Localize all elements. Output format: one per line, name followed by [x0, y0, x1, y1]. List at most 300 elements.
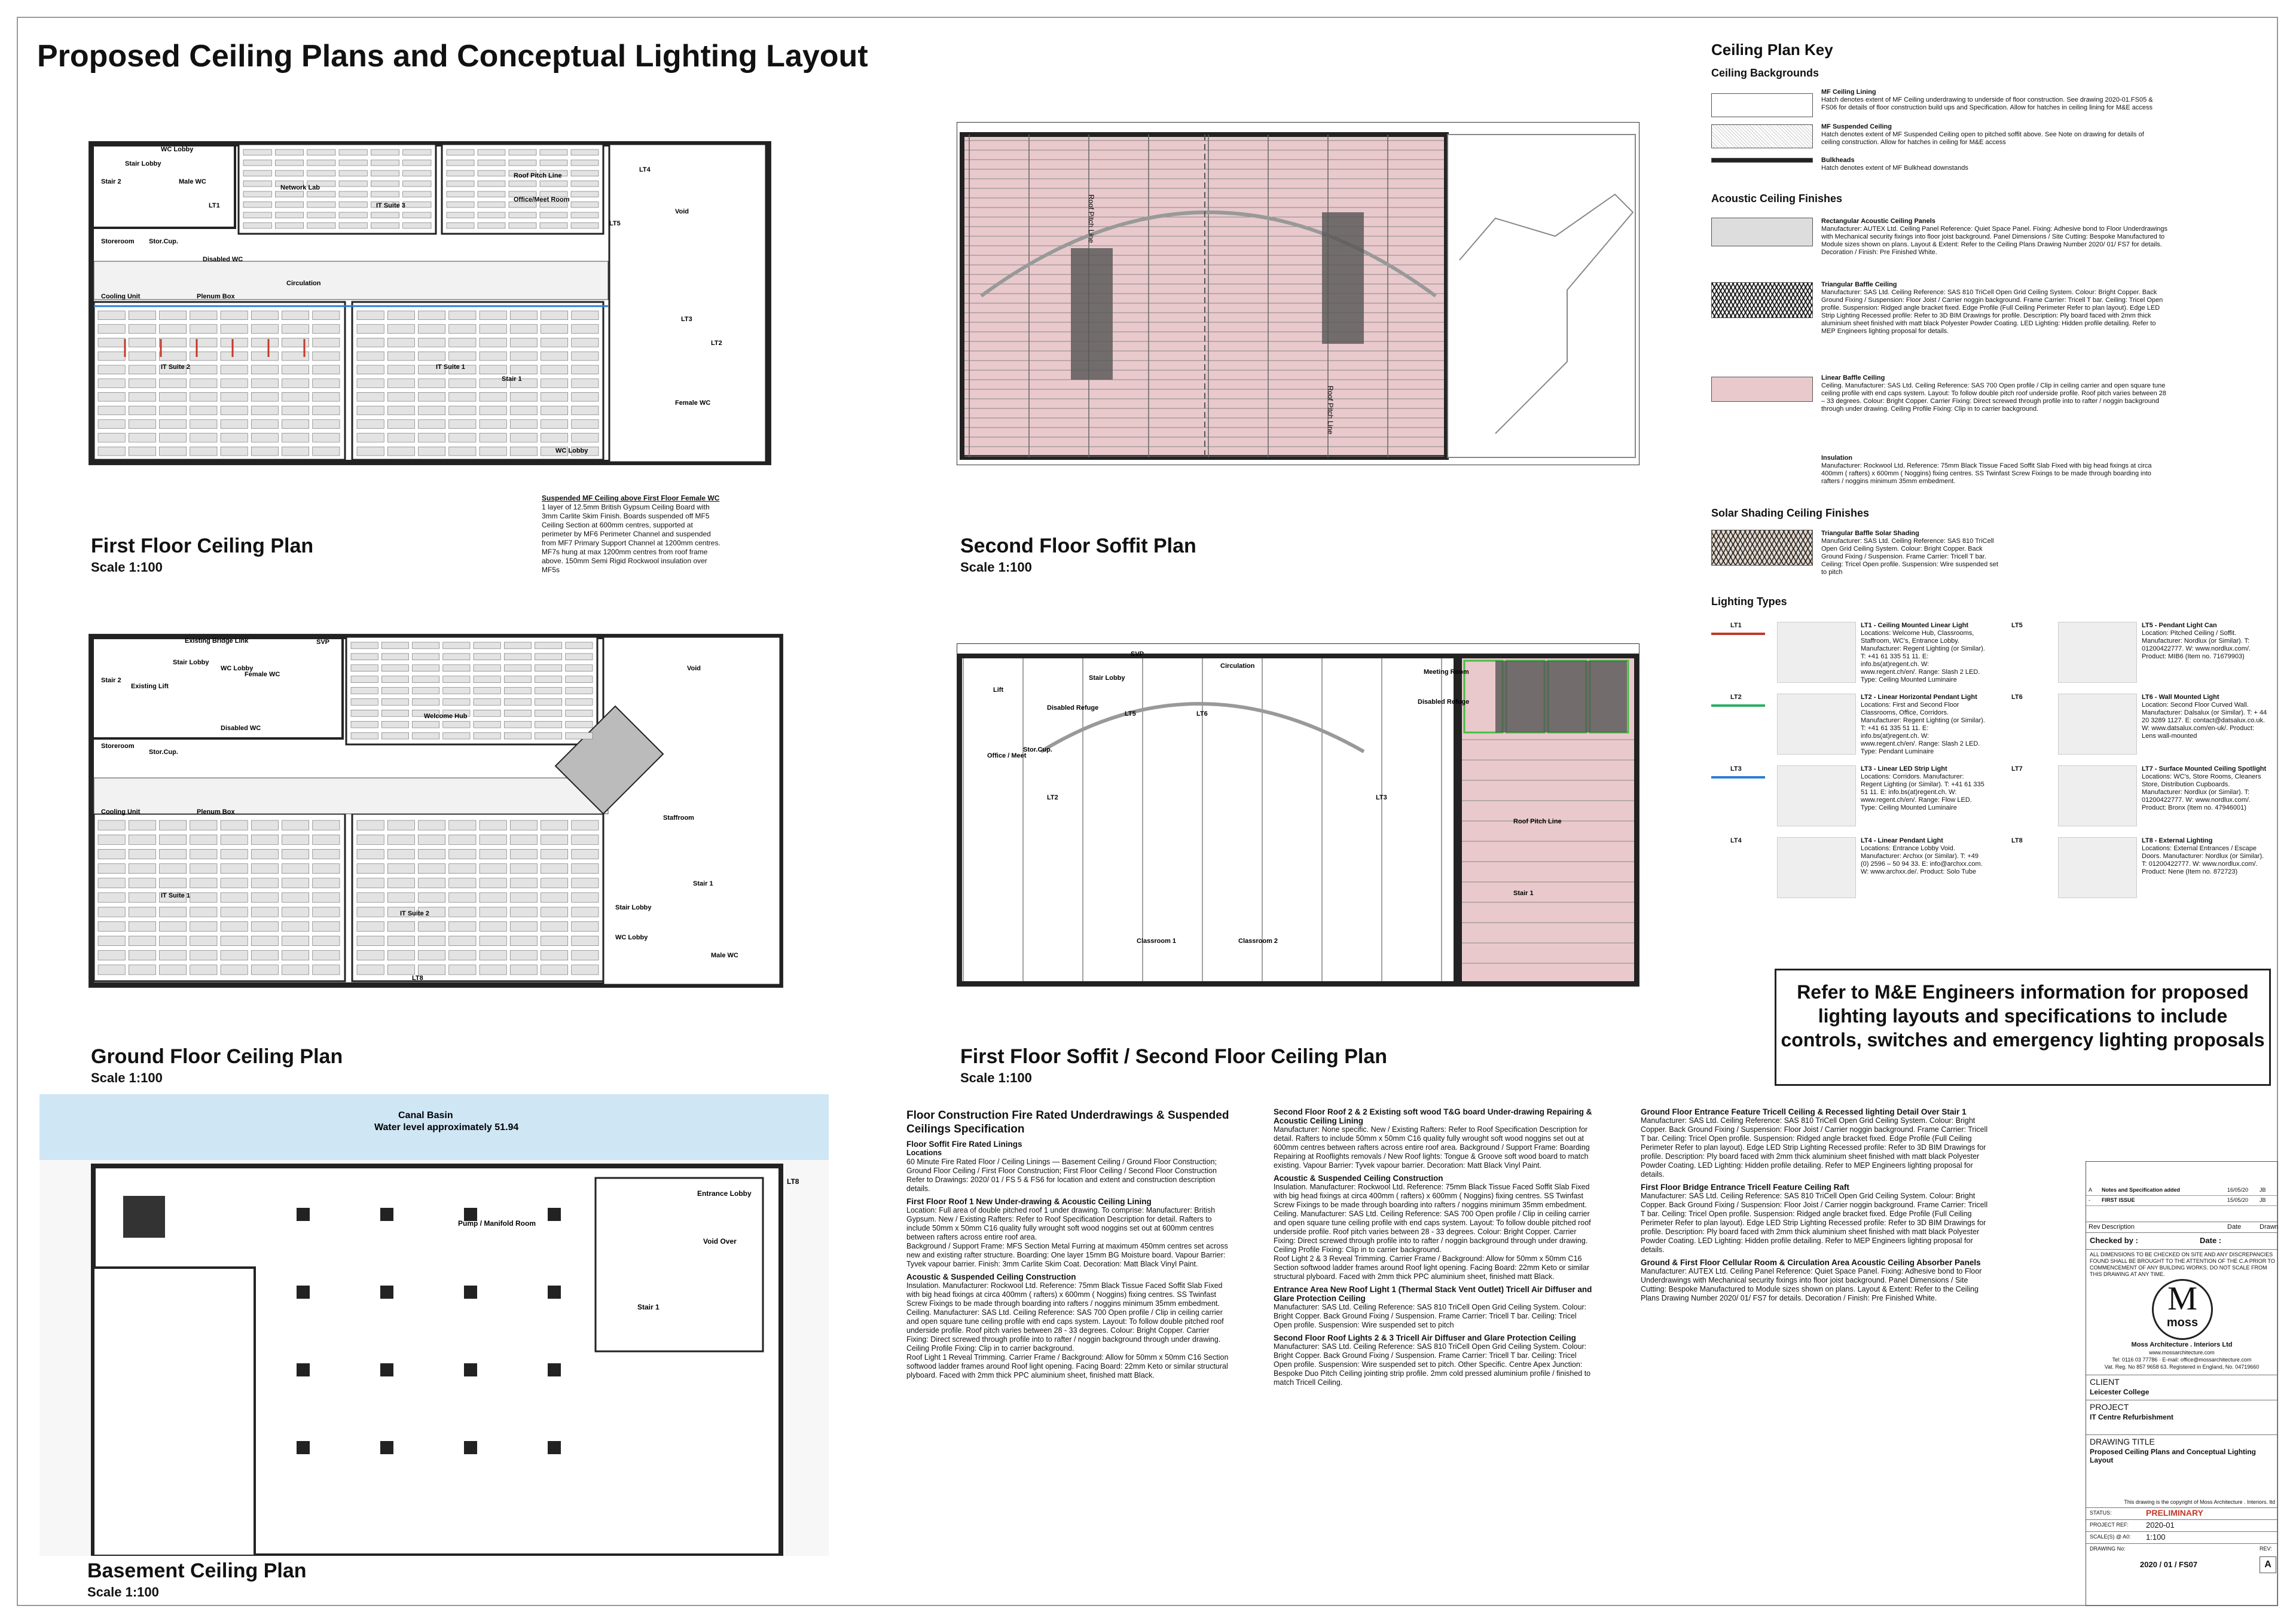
- lighting-text: Locations: First and Second Floor Classrooms, Office, Corridors. Manufacturer: Regent Lighting (or Similar). T: +41 61 335 51 11. E: info.bs(at)regent.ch. W: www.regent.ch/en/. Range: Slash 2 LED. Type: Pendant Luminaire: [1861, 701, 1985, 755]
- lighting-name: LT6 - Wall Mounted Light: [2142, 694, 2219, 701]
- revision-row: [2086, 1196, 2277, 1206]
- acoustic-panel: [572, 434, 599, 442]
- acoustic-panel: [282, 921, 309, 931]
- acoustic-panel: [190, 406, 217, 415]
- acoustic-panel: [160, 392, 187, 401]
- acoustic-panel: [357, 936, 384, 945]
- acoustic-panel: [566, 654, 593, 660]
- acoustic-panel: [566, 642, 593, 649]
- acoustic-panel: [313, 936, 340, 945]
- acoustic-panel: [282, 835, 309, 844]
- acoustic-panel: [129, 893, 155, 902]
- acoustic-panel: [510, 311, 537, 320]
- acoustic-panel: [478, 212, 505, 218]
- acoustic-panel: [449, 965, 476, 975]
- acoustic-panel: [541, 406, 568, 415]
- revision-header: Rev: [2089, 1223, 2100, 1231]
- acoustic-panel: [98, 325, 125, 334]
- acoustic-panel: [339, 191, 367, 197]
- acoustic-panel: [572, 864, 599, 874]
- acoustic-panel: [313, 907, 340, 917]
- room-label: Male WC: [179, 178, 206, 185]
- acoustic-panel: [387, 379, 414, 388]
- acoustic-panel: [413, 654, 439, 660]
- acoustic-panel: [413, 642, 439, 649]
- acoustic-panel: [381, 698, 408, 705]
- acoustic-panel: [387, 893, 414, 902]
- acoustic-panel: [571, 149, 599, 155]
- acoustic-panel: [160, 420, 187, 429]
- key-entry-text: Ceiling. Manufacturer: SAS Ltd. Ceiling Reference: SAS 700 Open profile / Clip in ceiling carrier and open square tune ceiling profile with end caps system. Layout: To follow double pitch roof underside profile. Roof pitch varies between 28 – 33 degrees. Colour: Bright Copper. Carrier Fixing: Direct screwed through profile into to rafter / noggin background through under drawing. Ceiling Profile Fixing: Clip in to carrier background.: [1821, 382, 2167, 413]
- acoustic-panel: [572, 835, 599, 844]
- acoustic-panel: [419, 849, 445, 859]
- project-label: PROJECT: [2090, 1402, 2129, 1412]
- room-label: Office/Meet Room: [514, 196, 570, 203]
- acoustic-panel: [447, 160, 474, 166]
- acoustic-panel: [381, 665, 408, 671]
- acoustic-panel: [474, 710, 500, 716]
- spec-text: Refer to Drawings: 2020/ 01 / FS 5 & FS6 for location and extent and construction description details.: [906, 1176, 1216, 1193]
- copyright: This drawing is the copyright of Moss Architecture . Interiors. ltd: [2124, 1499, 2275, 1505]
- room-label: Roof Pitch Line: [1513, 818, 1562, 825]
- acoustic-panel: [275, 202, 303, 208]
- lighting-entry: [2142, 694, 2267, 740]
- room-label: Stair 2: [101, 677, 121, 684]
- moss-logo: [2152, 1279, 2213, 1340]
- spec-text: Roof Light 1 Reveal Trimming. Carrier Frame / Background: Allow for 50mm x 50mm C16 Section softwood ladder frames around Roof light opening. Facing Board: 22mm Keto or similar structural plyboard. Faced with 2mm thick PPC aluminium sheet, finished matt Black.: [906, 1353, 1229, 1379]
- acoustic-panel: [447, 212, 474, 218]
- spec-text: Manufacturer: SAS Ltd. Ceiling Reference: SAS 810 TriCell Open Grid Ceiling System. Colour: Bright Copper. Back Ground Fixing / Suspension: Floor Joist / Carrier noggin background. Frame Carrier: Tricell T bar. Ceiling: Tricel Open profile. Suspension: Ridged angle bracket fixed. Edge Profile (Full Ceiling Perimeter Refer to plan layout). Edge LED Strip Lighting Recessed profile: Refer to 3D BIM Drawings for profile. Description: Ply board faced with 2mm thick aluminium sheet finished with matt black Polyester Powder Coating. LED Lighting: Hidden profile detailing. Refer to MEP Engineers lighting proposal for details.: [1641, 1192, 1988, 1254]
- acoustic-panel: [251, 878, 278, 888]
- acoustic-panel: [540, 212, 567, 218]
- acoustic-panel: [129, 325, 155, 334]
- acoustic-panel: [566, 732, 593, 739]
- acoustic-panel: [190, 936, 217, 945]
- acoustic-panel: [98, 893, 125, 902]
- lighting-photo: [1777, 622, 1856, 683]
- acoustic-panel: [351, 710, 378, 716]
- acoustic-panel: [160, 434, 187, 442]
- acoustic-panel: [339, 212, 367, 218]
- company-name: Moss Architecture . Interiors Ltd: [2131, 1341, 2233, 1348]
- company-web: www.mossarchitecture.com: [2149, 1350, 2215, 1356]
- key-entry-text: Hatch denotes extent of MF Ceiling underdrawing to underside of floor construction. See drawing 2020-01.FS05 & FS06 for details of floor construction build ups and Specification. Allow for hatches in ceiling lining for M&E access: [1821, 96, 2153, 111]
- pier: [548, 1208, 561, 1221]
- acoustic-panel: [190, 820, 217, 830]
- key-background-entry: [1821, 157, 2156, 172]
- acoustic-panel: [566, 698, 593, 705]
- acoustic-panel: [535, 721, 562, 728]
- acoustic-panel: [387, 878, 414, 888]
- acoustic-panel: [243, 223, 271, 229]
- revision-by: JB: [2260, 1197, 2266, 1203]
- key-entry-text: Hatch denotes extent of MF Bulkhead downstands: [1821, 164, 1968, 172]
- acoustic-panel: [510, 406, 537, 415]
- lighting-text: Locations: Corridors. Manufacturer: Regent Lighting (or Similar). T: +41 61 335 51 11. E: info.bs(at)regent.ch. W: www.regent.ch/en/. Range: Flow LED. Type: Ceiling Mounted Luminaire: [1861, 773, 1984, 811]
- triangular-baffle-swatch: [1711, 282, 1813, 318]
- acoustic-panel: [541, 893, 568, 902]
- acoustic-panel: [541, 921, 568, 931]
- acoustic-panel: [572, 921, 599, 931]
- acoustic-panel: [357, 406, 384, 415]
- acoustic-panel: [98, 434, 125, 442]
- acoustic-panel: [221, 311, 248, 320]
- room-label: Circulation: [1220, 663, 1255, 670]
- revision-date: 15/05/20: [2227, 1197, 2249, 1203]
- acoustic-panel: [443, 676, 470, 683]
- spec-text: Ceiling. Manufacturer: SAS Ltd. Ceiling Reference: SAS 700 Open profile / Clip in ceiling carrier and open square tune ceiling profile with end caps system. Layout: To follow double pitched roof underside profile. Roof pitch varies between 28 - 33 degrees. Colour: Bright Copper. Carrier Fixing: Direct screwed through profile into to rafter / noggin background through under drawing. Ceiling Profile Fixing: Clip in to carrier background.: [1274, 1210, 1591, 1254]
- acoustic-panel: [541, 965, 568, 975]
- acoustic-panel: [129, 352, 155, 361]
- acoustic-panel: [129, 379, 155, 388]
- acoustic-panel: [419, 936, 445, 945]
- drawing-no-label: DRAWING No:: [2090, 1546, 2126, 1552]
- acoustic-panel: [510, 835, 537, 844]
- acoustic-panel: [221, 420, 248, 429]
- room-label: Office / Meet: [987, 752, 1027, 759]
- pier: [464, 1363, 477, 1376]
- acoustic-panel: [129, 434, 155, 442]
- acoustic-panel: [129, 835, 155, 844]
- room-label: LT3: [681, 316, 692, 323]
- me-engineers-note: Refer to M&E Engineers information for proposed lighting layouts and specifications to include controls, switches and emergency lighting proposals: [1775, 969, 2271, 1086]
- pier: [380, 1363, 393, 1376]
- acoustic-panel: [541, 835, 568, 844]
- acoustic-panel: [572, 352, 599, 361]
- first-floor-plan-drawing: [89, 142, 771, 465]
- rectangular-panel-swatch: [1711, 218, 1813, 246]
- acoustic-panel: [243, 160, 271, 166]
- acoustic-panel: [357, 365, 384, 374]
- acoustic-panel: [251, 352, 278, 361]
- acoustic-panel: [387, 447, 414, 456]
- room-label: Female WC: [675, 399, 711, 407]
- acoustic-panel: [413, 721, 439, 728]
- room-label: Stair 1: [502, 376, 522, 383]
- lighting-name: LT4 - Linear Pendant Light: [1861, 837, 1943, 844]
- acoustic-panel: [540, 149, 567, 155]
- lighting-name: LT8 - External Lighting: [2142, 837, 2213, 844]
- acoustic-panel: [190, 365, 217, 374]
- spec-subheading: Entrance Area New Roof Light 1 (Thermal Stack Vent Outlet) Tricell Air Diffuser and Glare Protection Ceiling: [1274, 1285, 1592, 1303]
- acoustic-panel: [190, 893, 217, 902]
- acoustic-panel: [572, 392, 599, 401]
- acoustic-panel: [381, 688, 408, 694]
- acoustic-panel: [313, 325, 340, 334]
- acoustic-panel: [313, 893, 340, 902]
- acoustic-panel: [282, 820, 309, 830]
- lighting-text: Locations: Welcome Hub, Classrooms, Staffroom, WC's, Entrance Lobby. Manufacturer: Regent Lighting (or Similar). T: +41 61 335 51 11. E: info.bs(at)regent.ch. W: www.regent.ch/en/. Range: Slash 2 LED. Type: Ceiling Mounted Luminaire: [1861, 630, 1985, 683]
- lighting-photo: [2058, 837, 2137, 898]
- spec-subheading: Second Floor Roof Lights 2 & 3 Tricell Air Diffuser and Glare Protection Ceiling: [1274, 1333, 1576, 1342]
- pier: [548, 1363, 561, 1376]
- acoustic-panel: [509, 223, 536, 229]
- ground-floor-plan-scale: Scale 1:100: [91, 1070, 163, 1085]
- acoustic-panel: [480, 864, 506, 874]
- acoustic-panel: [510, 352, 537, 361]
- acoustic-panel: [504, 732, 531, 739]
- acoustic-panel: [381, 710, 408, 716]
- acoustic-panel: [339, 202, 367, 208]
- acoustic-panel: [413, 665, 439, 671]
- acoustic-panel: [339, 149, 367, 155]
- acoustic-panel: [282, 365, 309, 374]
- acoustic-panel: [510, 820, 537, 830]
- revision-by: JB: [2260, 1187, 2266, 1193]
- acoustic-panel: [243, 191, 271, 197]
- acoustic-panel: [419, 820, 445, 830]
- room-label: Existing Lift: [131, 683, 169, 690]
- acoustic-panel: [221, 392, 248, 401]
- revision-rev: -: [2089, 1197, 2090, 1203]
- acoustic-panel: [221, 325, 248, 334]
- key-title: Ceiling Plan Key: [1711, 41, 1833, 59]
- page-title: Proposed Ceiling Plans and Conceptual Lighting Layout: [37, 39, 868, 74]
- revision-header: Drawn: [2260, 1223, 2279, 1231]
- room-label: Cooling Unit: [101, 808, 141, 816]
- acoustic-panel: [419, 325, 445, 334]
- acoustic-panel: [275, 223, 303, 229]
- acoustic-panel: [535, 654, 562, 660]
- room-label: IT Suite 3: [376, 202, 405, 209]
- acoustic-panel: [387, 392, 414, 401]
- room-label: Meeting Room: [1424, 668, 1469, 676]
- acoustic-panel: [403, 160, 431, 166]
- logo-letter: M: [2167, 1280, 2197, 1317]
- room-label: Void: [675, 208, 689, 215]
- acoustic-panel: [480, 820, 506, 830]
- key-acoustic-entry: [1821, 218, 2168, 257]
- room-label: Stair 1: [693, 880, 713, 887]
- acoustic-panel: [387, 406, 414, 415]
- acoustic-panel: [251, 921, 278, 931]
- ground-floor-ceiling-plan: [88, 634, 783, 988]
- acoustic-panel: [474, 676, 500, 683]
- acoustic-panel: [443, 698, 470, 705]
- acoustic-panel: [357, 864, 384, 874]
- key-entry-name: MF Ceiling Lining: [1821, 88, 1876, 96]
- key-entry-text: Manufacturer: Rockwool Ltd. Reference: 75mm Black Tissue Faced Soffit Slab Fixed with big head fixings at circa 400mm ( rafters) x 600mm ( Noggins) fixing centres. SS Twinfast Screw Fixings to be made through boarding into rafters / noggins minimum 35mm embedment.: [1821, 462, 2152, 485]
- acoustic-panel: [251, 951, 278, 960]
- lighting-text: Location: Pitched Ceiling / Soffit. Manufacturer: Nordlux (or Similar). T: 01200422777. W: www.nordlux.com/. Product: MIB6 (Item no. 71679903): [2142, 630, 2251, 660]
- basement-plan-scale: Scale 1:100: [87, 1585, 159, 1599]
- acoustic-panel: [98, 365, 125, 374]
- acoustic-panel: [371, 160, 399, 166]
- acoustic-panel: [221, 352, 248, 361]
- acoustic-panel: [98, 936, 125, 945]
- acoustic-panel: [480, 835, 506, 844]
- acoustic-panel: [98, 864, 125, 874]
- lighting-text: Locations: WC's, Store Rooms, Cleaners Store, Distribution Cupboards. Manufacturer: Nordlux (or Similar). T: 01200422777. W: www.nordlux.com/. Product: Bronx (Item no. 47946001): [2142, 773, 2261, 811]
- room-label: Roof Pitch Line: [514, 172, 562, 179]
- acoustic-panel: [282, 406, 309, 415]
- acoustic-panel: [357, 352, 384, 361]
- pier: [297, 1286, 310, 1299]
- acoustic-panel: [478, 181, 505, 187]
- acoustic-panel: [504, 676, 531, 683]
- acoustic-panel: [251, 447, 278, 456]
- acoustic-panel: [510, 936, 537, 945]
- acoustic-panel: [243, 212, 271, 218]
- roof-pitch-label: Roof Pitch Line: [1326, 386, 1335, 435]
- acoustic-panel: [480, 893, 506, 902]
- room-label: WC Lobby: [615, 934, 648, 941]
- pier: [297, 1208, 310, 1221]
- spec-text: Insulation. Manufacturer: Rockwool Ltd. Reference: 75mm Black Tissue Faced Soffit Slab Fixed with big head fixings at circa 400mm ( rafters) x 600mm ( Noggins) fixing centres. SS Twinfast Screw Fixings to be made through boarding into rafters / noggins minimum 35mm embedment.: [1274, 1183, 1590, 1209]
- first-floor-plan-title: First Floor Ceiling Plan: [91, 535, 314, 557]
- acoustic-panel: [566, 676, 593, 683]
- status-label: STATUS:: [2090, 1510, 2112, 1516]
- acoustic-panel: [541, 338, 568, 347]
- pier: [297, 1363, 310, 1376]
- acoustic-panel: [419, 893, 445, 902]
- revision-header: Date: [2227, 1223, 2242, 1231]
- acoustic-panel: [221, 365, 248, 374]
- acoustic-panel: [419, 434, 445, 442]
- acoustic-panel: [480, 325, 506, 334]
- acoustic-panel: [449, 311, 476, 320]
- second-floor-soffit-plan: [957, 122, 1639, 465]
- ground-floor-plan-title: Ground Floor Ceiling Plan: [91, 1045, 343, 1068]
- acoustic-panel: [221, 849, 248, 859]
- acoustic-panel: [160, 379, 187, 388]
- acoustic-panel: [510, 325, 537, 334]
- acoustic-panel: [351, 665, 378, 671]
- acoustic-panel: [449, 420, 476, 429]
- room-label: IT Suite 2: [400, 910, 429, 917]
- room-label: IT Suite 1: [161, 892, 190, 899]
- acoustic-panel: [443, 665, 470, 671]
- acoustic-panel: [351, 642, 378, 649]
- basement-plan-title: Basement Ceiling Plan: [87, 1559, 307, 1582]
- company-contact: Tel: 0116 03 77786 · E-mail: office@mossarchitecture.com: [2112, 1357, 2252, 1363]
- lighting-entry: [2142, 765, 2267, 812]
- acoustic-panel: [480, 849, 506, 859]
- acoustic-panel: [509, 181, 536, 187]
- room-label: Storeroom: [101, 743, 135, 750]
- key-background-entry: [1821, 88, 2156, 112]
- acoustic-panel: [572, 420, 599, 429]
- spec-subheading: First Floor Bridge Entrance Tricell Feature Ceiling Raft: [1641, 1183, 1849, 1192]
- lighting-name: LT7 - Surface Mounted Ceiling Spotlight: [2142, 765, 2267, 773]
- second-floor-ceiling-scale: Scale 1:100: [960, 1070, 1032, 1085]
- acoustic-panel: [160, 835, 187, 844]
- lighting-text: Location: Second Floor Curved Wall. Manufacturer: Dalsalux (or Similar). T: + 44 20 3289 1127. E: contact@datsalux.co.uk. W: www.datsalux.com/en-uk/. Product: Lens wall-mounted: [2142, 701, 2267, 740]
- lighting-tag: LT7: [2011, 765, 2023, 773]
- acoustic-panel: [510, 849, 537, 859]
- acoustic-panel: [535, 698, 562, 705]
- acoustic-panel: [480, 878, 506, 888]
- acoustic-panel: [541, 420, 568, 429]
- lighting-tag: LT5: [2011, 622, 2023, 629]
- acoustic-panel: [351, 654, 378, 660]
- key-entry-name: Triangular Baffle Ceiling: [1821, 281, 1897, 288]
- key-acoustic-entry: [1821, 454, 2168, 486]
- spec-subheading: First Floor Roof 1 New Under-drawing & Acoustic Ceiling Lining: [906, 1197, 1152, 1206]
- second-floor-soffit-drawing: [957, 123, 1639, 465]
- room-label: LT2: [711, 340, 722, 347]
- acoustic-panel: [541, 864, 568, 874]
- acoustic-panel: [221, 820, 248, 830]
- drawing-no-value: 2020 / 01 / FS07: [2140, 1560, 2198, 1569]
- acoustic-panel: [480, 965, 506, 975]
- roof-pitch-label: Roof Pitch Line: [1087, 194, 1095, 243]
- acoustic-panel: [541, 951, 568, 960]
- acoustic-panel: [243, 170, 271, 176]
- ceiling-plan-key: [1711, 36, 2273, 957]
- acoustic-panel: [381, 676, 408, 683]
- status-value: PRELIMINARY: [2146, 1508, 2203, 1518]
- spec-subheading: Ground & First Floor Cellular Room & Circulation Area Acoustic Ceiling Absorber Panels: [1641, 1258, 1981, 1267]
- acoustic-panel: [313, 420, 340, 429]
- acoustic-panel: [541, 392, 568, 401]
- acoustic-panel: [98, 921, 125, 931]
- acoustic-panel: [282, 965, 309, 975]
- acoustic-panel: [387, 849, 414, 859]
- acoustic-panel: [419, 420, 445, 429]
- acoustic-panel: [443, 721, 470, 728]
- acoustic-panel: [371, 212, 399, 218]
- spec-heading: Floor Construction Fire Rated Underdrawings & Suspended Ceilings Specification: [906, 1109, 1229, 1135]
- acoustic-panel: [449, 392, 476, 401]
- acoustic-panel: [190, 849, 217, 859]
- acoustic-panel: [571, 181, 599, 187]
- acoustic-panel: [357, 311, 384, 320]
- acoustic-panel: [419, 864, 445, 874]
- acoustic-panel: [313, 406, 340, 415]
- client-value: Leicester College: [2090, 1388, 2150, 1396]
- acoustic-panel: [251, 379, 278, 388]
- room-label: Lift: [993, 686, 1004, 694]
- room-label: Disabled Refuge: [1418, 698, 1470, 706]
- acoustic-panel: [129, 820, 155, 830]
- acoustic-panel: [98, 420, 125, 429]
- acoustic-panel: [387, 835, 414, 844]
- acoustic-panel: [357, 338, 384, 347]
- lighting-tag: LT2: [1730, 694, 1742, 701]
- room-label: Stair Lobby: [615, 904, 652, 911]
- acoustic-panel: [504, 688, 531, 694]
- acoustic-panel: [98, 311, 125, 320]
- acoustic-panel: [98, 406, 125, 415]
- acoustic-panel: [98, 392, 125, 401]
- acoustic-panel: [403, 202, 431, 208]
- acoustic-panel: [160, 864, 187, 874]
- acoustic-panel: [357, 820, 384, 830]
- lighting-photo: [2058, 622, 2137, 683]
- acoustic-panel: [275, 212, 303, 218]
- acoustic-panel: [419, 338, 445, 347]
- acoustic-panel: [474, 688, 500, 694]
- acoustic-panel: [282, 325, 309, 334]
- note-heading: Suspended MF Ceiling above First Floor Female WC: [542, 494, 720, 502]
- acoustic-panel: [129, 420, 155, 429]
- acoustic-panel: [221, 434, 248, 442]
- room-label: IT Suite 1: [436, 364, 465, 371]
- acoustic-panel: [282, 420, 309, 429]
- key-lighting-title: Lighting Types: [1711, 596, 1787, 608]
- acoustic-panel: [572, 406, 599, 415]
- note-text: 1 layer of 12.5mm British Gypsum Ceiling Board with 3mm Carlite Skim Finish. Boards suspended off MF5 Ceiling Section at 600mm centres, supported at perimeter by MF6 Perimeter Channel and suspended from MF7 Primary Support Channel at 1200mm centres. MF7s hung at max 1200mm centres from roof frame above. 150mm Semi Rigid Rockwool insulation over MF5s: [542, 503, 720, 574]
- acoustic-panel: [419, 951, 445, 960]
- acoustic-panel: [129, 864, 155, 874]
- acoustic-panel: [190, 447, 217, 456]
- key-entry-name: MF Suspended Ceiling: [1821, 123, 1892, 130]
- acoustic-panel: [339, 170, 367, 176]
- spec-subheading: Floor Soffit Fire Rated Linings: [906, 1140, 1022, 1149]
- room-label: WC Lobby: [221, 665, 254, 672]
- acoustic-panel: [251, 365, 278, 374]
